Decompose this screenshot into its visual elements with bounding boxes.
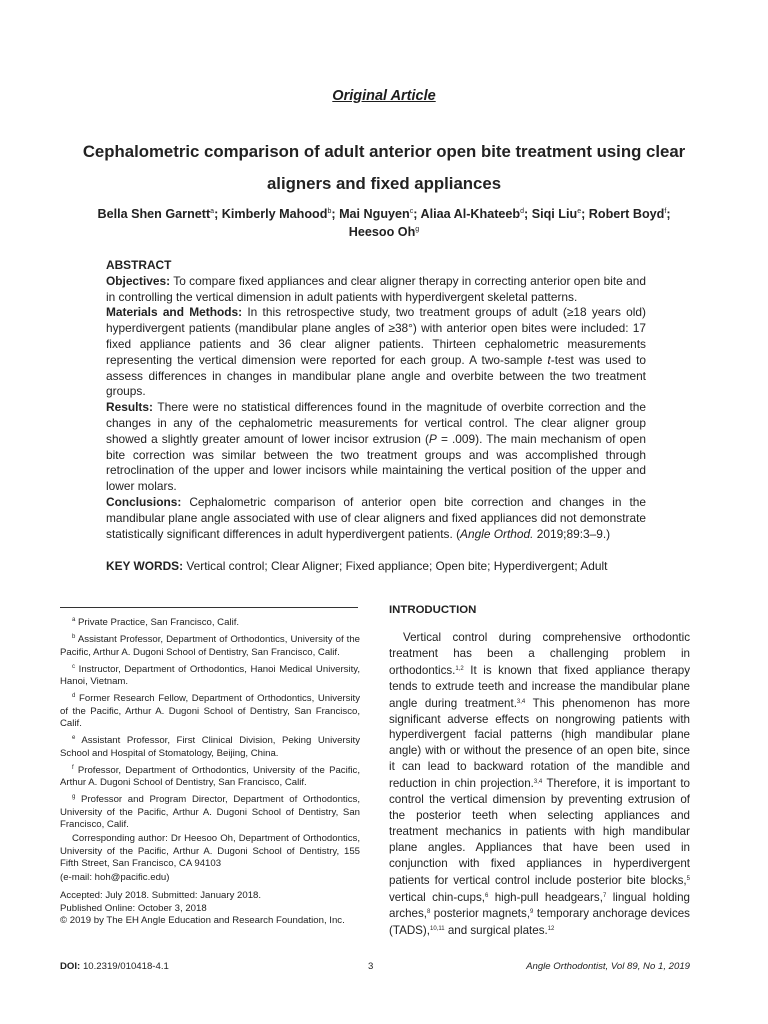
affiliation-mark: e [72,735,76,741]
accepted-date: Accepted: July 2018. Submitted: January 2018. [60,890,262,901]
citation: 8 [427,909,431,916]
citation: 5 [686,875,690,882]
abstract-objectives [106,274,646,306]
results-p: P [428,431,437,446]
published-date: Published Online: October 3, 2018 [60,902,207,914]
affiliation-mark: d [72,693,76,699]
keywords [106,559,666,575]
citation: 10,11 [430,926,445,933]
affiliation-text: Private Practice, San Francisco, Calif. [78,617,240,628]
objectives-text: To compare fixed appliances and clear aligner therapy in correcting anterior open bite and in controlling the vertical dimension in adult patients with hyperdivergent skeletal patterns. [106,273,646,304]
intro-sentence: Therefore, it is important to control the vertical dimension by preventing extrusion of the posterior teeth when selecting appliances and treatment mechanics in patients with high mandibular plane angles. Appliances that have been used in conjunction with fixed appliances in hyperdivergent patients for vertical control include posterior bite blocks, [389,777,690,887]
article-type: Original Article [332,88,436,104]
conclusions-text: Cephalometric comparison of anterior open bite correction and changes in the mandibular plane angle associated with use of clear aligners and fixed appliances did not demonstrate statistically significant differences in adult hyperdivergent patients. ( [106,494,646,541]
affiliation-text: Professor and Program Director, Department of Orthodontics, University of the Pacific, Arthur A. Dugoni School of Dentistry, San Francisco, Calif. [60,794,360,830]
methods-text-2: -test was used to assess differences in changes in mandibular plane angle and overbite between the two treatment groups. [106,352,646,399]
affiliation-mark: c [72,663,75,670]
conclusions-text-2: 2019;89:3–9.) [533,526,611,541]
abstract-results [106,400,646,495]
author-name: Siqi Liu [531,207,578,221]
results-label: Results: [106,400,153,415]
doi-link[interactable]: 10.2319/010418-4.1 [82,961,169,972]
affiliation-mark: g [72,794,76,800]
author-mark: e [577,208,582,215]
abstract-methods [106,305,646,400]
affiliation-item [60,631,360,659]
intro-sentence: Vertical control during comprehensive orthodontic treatment has been a challenging problem in orthodontics. [389,631,690,677]
abstract-heading: ABSTRACT [106,258,172,272]
intro-sentence: posterior magnets, [430,907,531,921]
results-text: There were no statistical differences found in the magnitude of overbite correction and the changes in any of the cephalometric measurements for vertical control. The clear aligner group showed a slightly greater amount of lower incisor extrusion ( [106,400,647,446]
affiliation-mark: a [72,617,76,623]
citation: 9 [530,909,534,916]
author-mark: b [327,208,332,215]
intro-sentence: high-pull headgears, [488,890,603,904]
copyright-notice: © 2019 by The EH Angle Education and Research Foundation, Inc. [60,915,345,926]
affiliation-item [60,614,360,630]
abstract-conclusions [106,495,646,542]
affiliation-notes [60,614,360,886]
abstract [106,258,646,542]
keywords-text: Vertical control; Clear Aligner; Fixed appliance; Open bite; Hyperdivergent; Adult [186,559,608,573]
affiliation-text: Assistant Professor, First Clinical Division, Peking University School and Hospital of Stomatology, Beijing, China. [60,735,360,759]
affiliation-mark: f [72,764,74,771]
affiliation-text: Professor, Department of Orthodontics, University of the Pacific, Arthur A. Dugoni School of Dentistry, San Francisco, Calif. [60,764,360,788]
keywords-label: KEY WORDS: [106,559,184,573]
citation: 3,4 [516,698,526,705]
methods-t: t [547,352,551,367]
corresponding-author: Corresponding author: Dr Heesoo Oh, Department of Orthodontics, University of the Pacific, Arthur A. Dugoni School of Dentistry, 155 Fifth Street, San Francisco, CA 94103 [60,833,360,869]
author-name: Aliaa Al-Khateeb [420,207,521,221]
affiliation-text: Instructor, Department of Orthodontics, Hanoi Medical University, Hanoi, Vietnam. [60,663,360,687]
page-number: 3 [368,961,374,972]
author-mark: f [664,208,667,215]
affiliation-text: Assistant Professor, Department of Orthodontics, University of the Pacific, Arthur A. Dugoni School of Dentistry, San Francisco, Calif. [60,634,360,658]
results-text-2: = .009). The main mechanism of open bite correction was similar between the two treatment groups and was accomplished through retroclination of the upper and lower incisors while maintaining the vertical position of the upper and lower molars. [106,431,646,494]
citation: 1,2 [455,665,464,672]
journal-citation: Angle Orthodontist, Vol 89, No 1, 2019 [526,961,690,972]
doi-label: DOI: [60,961,81,972]
introduction-text [389,630,690,939]
affiliation-mark: b [72,634,76,640]
intro-sentence: It is known that fixed appliance therapy tends to extrude teeth and increase the mandibular plane angle during treatment. [389,663,690,710]
introduction-heading: INTRODUCTION [389,604,477,616]
author-mark: a [210,208,215,215]
objectives-label: Objectives: [106,273,171,288]
author-mark: d [520,208,524,215]
author-mark: c [409,208,414,215]
intro-sentence: This phenomenon has more significant adverse effects on nongrowing patients with hyperdivergent facial patterns (high mandibular plane angle) with or without the presence of an open bite, since it can lead to backward rotation of the mandible and reduction in chin projection. [389,696,691,791]
affiliation-item [60,690,360,731]
citation: 3,4 [533,779,543,786]
conclusions-journal: Angle Orthod. [460,526,534,541]
author-list: Bella Shen Garnett$^a$; Kimberly Mahood$^b$; Mai Nguyen$^c$; Aliaa Al-Khateeb$^d$; Siqi Liu$^e$; Robert Boyd$^f$; Heesoo Oh$^g$ [97,207,671,239]
author-name: Bella Shen Garnett [97,207,211,221]
author-name: Mai Nguyen [339,207,410,221]
citation: 6 [484,892,489,899]
intro-sentence: temporary anchorage devices (TADS), [389,907,690,938]
methods-label: Materials and Methods: [106,305,243,320]
conclusions-label: Conclusions: [106,494,182,509]
article-title: Cephalometric comparison of adult anterior open bite treatment using clear aligners and fixed appliances [82,142,686,193]
author-name: Kimberly Mahood [221,207,328,221]
affiliation-item [60,791,360,832]
corresponding-email: (e-mail: hoh@pacific.edu) [60,872,170,883]
doi [60,961,169,972]
intro-sentence: vertical chin-cups, [389,890,485,904]
methods-text: In this retrospective study, two treatment groups of adult (≥18 years old) hyperdivergent patients (mandibular plane angles of ≥38°) with anterior open bites were included: 17 fixed appliance patients and 36 clear aligner patients. Thirteen cephalometric measurements representing the vertical dimension were reported for each group. A two-sample [106,305,647,367]
intro-sentence: and surgical plates. [444,924,548,938]
author-name: Robert Boyd [588,207,665,221]
publication-dates [60,890,360,928]
author-mark: g [415,226,420,233]
citation: 12 [547,926,555,933]
author-name: Heesoo Oh [348,225,416,239]
affiliation-item [60,661,360,689]
affiliation-item [60,732,360,760]
intro-sentence: lingual holding arches, [389,890,690,921]
footnote-divider [60,607,358,608]
citation: 7 [602,892,607,899]
affiliation-text: Former Research Fellow, Department of Orthodontics, University of the Pacific, Arthur A. Dugoni School of Dentistry, San Francisco, Calif. [60,693,360,729]
affiliation-item [60,762,360,790]
